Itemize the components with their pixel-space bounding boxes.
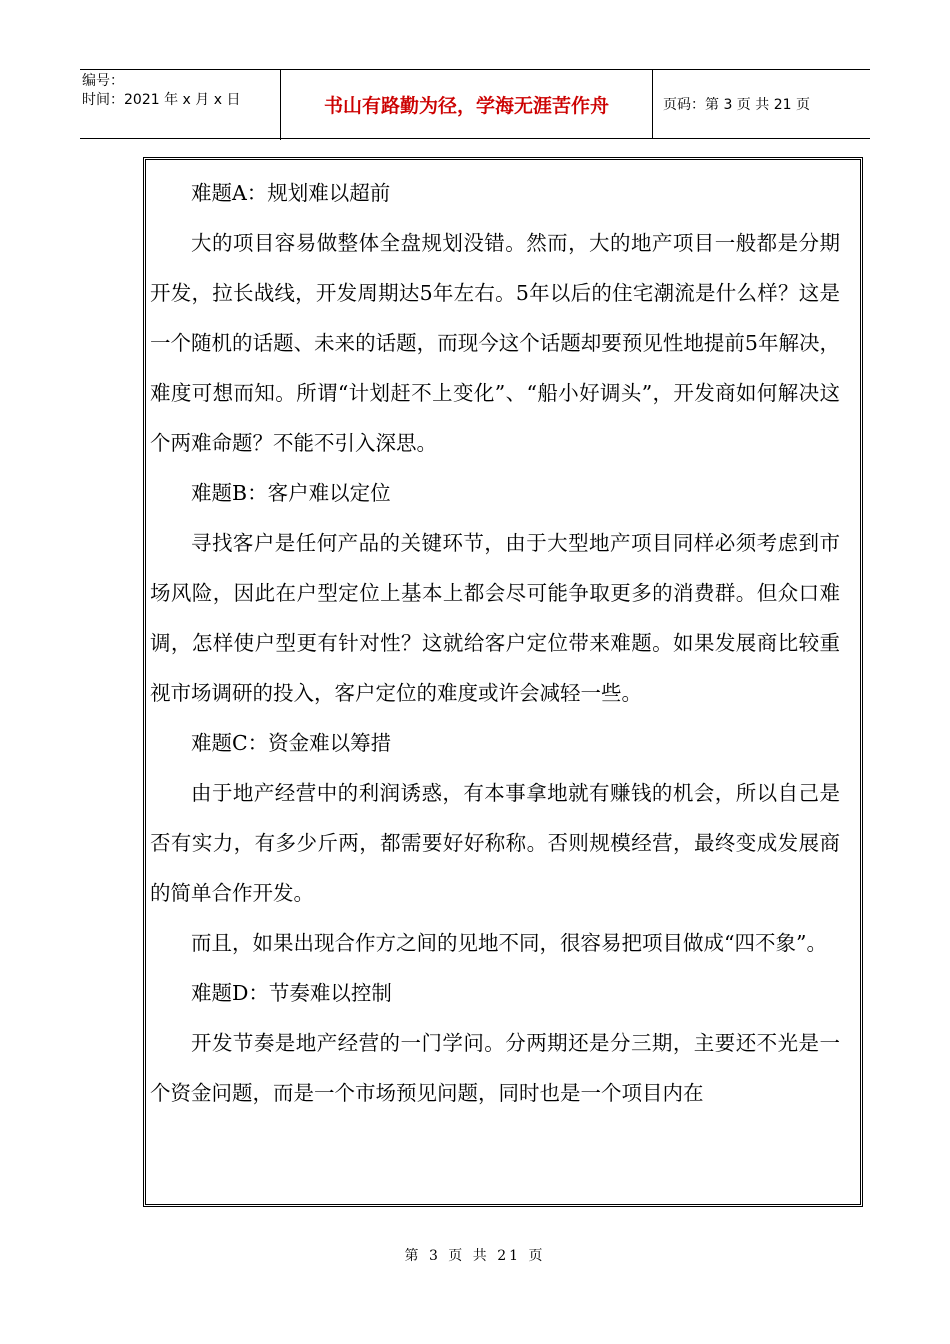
section-heading-b: 难题B：客户难以定位 xyxy=(191,481,391,505)
content-frame xyxy=(143,157,863,1207)
paragraph: 寻找客户是任何产品的关键环节，由于大型地产项目同样必须考虑到市场风险，因此在户型定位上基本上都会尽可能争取更多的消费群。但众口难调，怎样使户型更有针对性？这就给客户定位带来难题。如果发展商比较重视市场调研的投入，客户定位的难度或许会减轻一些。 xyxy=(150,531,840,705)
paragraph: 而且，如果出现合作方之间的见地不同，很容易把项目做成“四不象”。 xyxy=(191,931,827,955)
document-number-label: 编号： xyxy=(82,73,124,89)
header-slogan: 书山有路勤为径，学海无涯苦作舟 xyxy=(281,70,653,138)
paragraph: 开发节奏是地产经营的一门学问。分两期还是分三期，主要还不光是一个资金问题，而是一个市场预见问题，同时也是一个项目内在 xyxy=(150,1031,840,1105)
header-meta xyxy=(80,70,281,140)
paragraph: 大的项目容易做整体全盘规划没错。然而，大的地产项目一般都是分期开发，拉长战线，开发周期达5年左右。5年以后的住宅潮流是什么样？这是一个随机的话题、未来的话题，而现今这个话题却要预见性地提前5年解决，难度可想而知。所谓“计划赶不上变化”、“船小好调头”，开发商如何解决这个两难命题？不能不引入深思。 xyxy=(150,231,840,455)
page-footer: 第 3 页 共 21 页 xyxy=(404,1248,546,1264)
section-heading-d: 难题D：节奏难以控制 xyxy=(191,981,392,1005)
section-heading-a: 难题A：规划难以超前 xyxy=(191,181,391,205)
document-body xyxy=(146,160,840,1118)
paragraph: 由于地产经营中的利润诱惑，有本事拿地就有赚钱的机会，所以自己是否有实力，有多少斤两，都需要好好称称。否则规模经营，最终变成发展商的简单合作开发。 xyxy=(150,781,840,905)
page-header xyxy=(80,69,870,139)
section-heading-c: 难题C：资金难以筹措 xyxy=(191,731,392,755)
header-page-info: 页码：第 3 页 共 21 页 xyxy=(663,97,810,113)
document-date-label: 时间：2021 年 x 月 x 日 xyxy=(82,92,241,108)
